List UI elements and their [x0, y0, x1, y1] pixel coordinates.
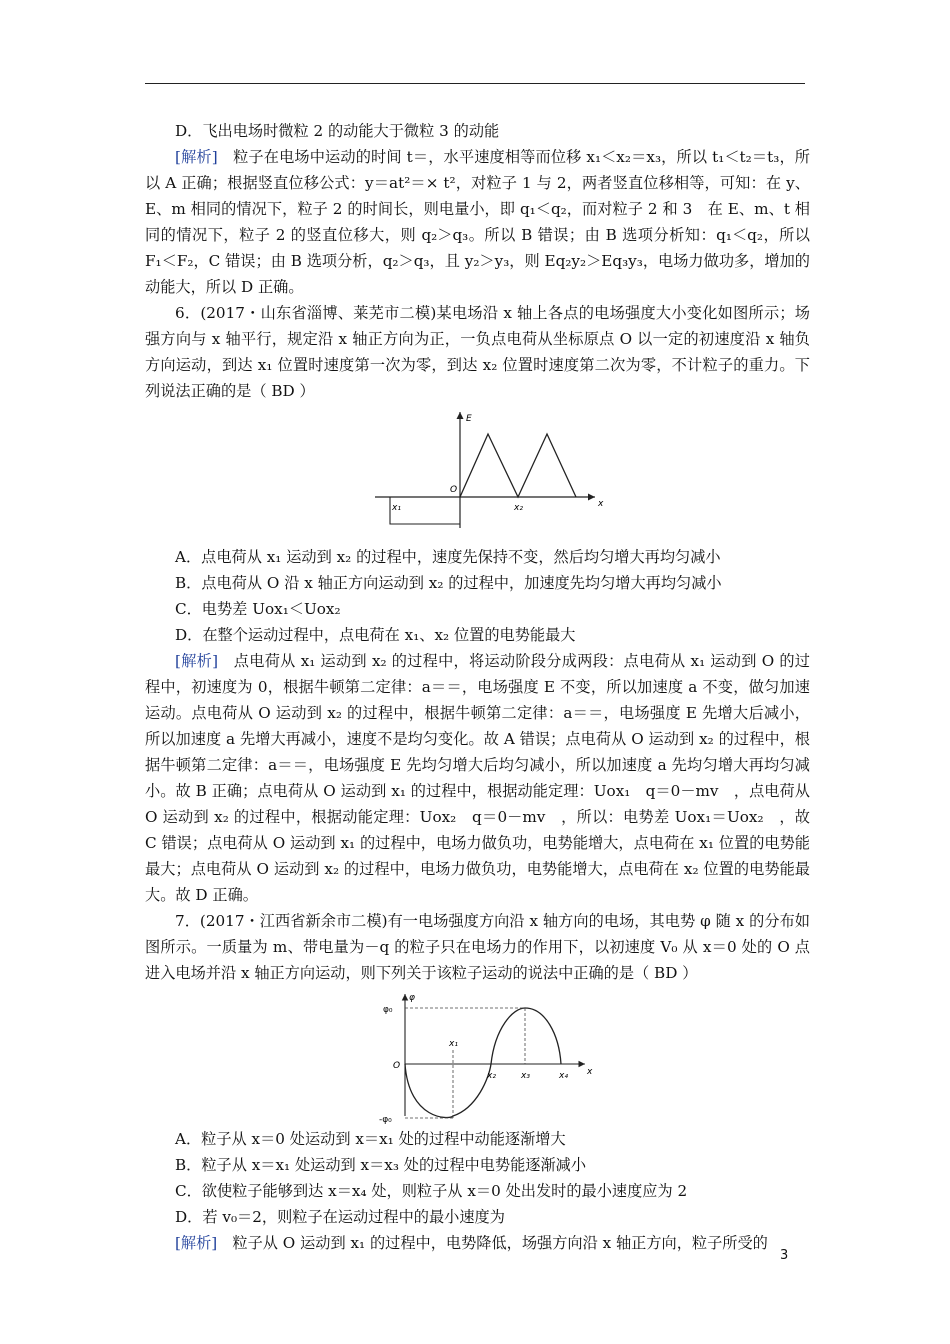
- q5-analysis-text: 粒子在电场中运动的时间 t＝，水平速度相等而位移 x₁＜x₂＝x₃，所以 t₁＜t₂＝t₃，所以 A 正确；根据竖直位移公式：y＝at²＝× t²，对粒子 1 与 2，两者竖直位移相等，可知：在 y、E、m 相同的情况下，粒子 2 的时间长，则电量小，即 q₁＜q₂，而对粒子 2 和 3 在 E、m、t 相同的情况下，粒子 2 的竖直位移大，则 q₂＞q₃。所以 B 错误；由 B 选项分析知：q₁＜q₂，所以 F₁＜F₂，C 错误；由 B 选项分析，q₂＞q₃，且 y₂＞y₃，则 Eq₂y₂＞Eq₃y₃，电场力做功多，增加的动能大，所以 D 正确。: [145, 148, 810, 296]
- x3-label: x₃: [521, 1071, 530, 1081]
- q6-stem: 6．(2017・山东省淄博、莱芜市二模)某电场沿 x 轴上各点的电场强度大小变化如图所示；场强方向与 x 轴平行，规定沿 x 轴正方向为正，一负点电荷从坐标原点 O 以一定的初速度沿 x 轴负方向运动，到达 x₁ 位置时速度第一次为零，到达 x₂ 位置时速度第二次为零，不计粒子的重力。下列说法正确的是（ BD ）: [145, 304, 810, 400]
- q6-figure: [145, 404, 810, 544]
- origin-label: O: [393, 1061, 401, 1071]
- y-label: E: [466, 414, 472, 424]
- q6-analysis: [145, 648, 810, 908]
- neg-phi0-label: -φ₀: [379, 1115, 392, 1125]
- analysis-tag: [解析]: [175, 1234, 218, 1252]
- phi0-label: φ₀: [383, 1005, 393, 1015]
- q7-phi-graph: [377, 988, 607, 1128]
- x2-label: x₂: [487, 1071, 496, 1081]
- q7-stem: 7．(2017・江西省新余市二模)有一电场强度方向沿 x 轴方向的电场，其电势 φ 随 x 的分布如图所示。一质量为 m、带电量为－q 的粒子只在电场力的作用下，以初速度 V₀ 从 x＝0 处的 O 点进入电场并沿 x 轴正方向运动，则下列关于该粒子运动的说法中正确的是（ BD ）: [145, 912, 810, 982]
- q6-option-b: B．点电荷从 O 沿 x 轴正方向运动到 x₂ 的过程中，加速度先均匀增大再均匀减小: [175, 574, 722, 592]
- q7-analysis-text: 粒子从 O 运动到 x₁ 的过程中，电势降低，场强方向沿 x 轴正方向，粒子所受的: [232, 1234, 768, 1252]
- q7-analysis: [145, 1230, 810, 1256]
- q6-option-c: C．电势差 Uox₁＜Uox₂: [175, 600, 341, 618]
- analysis-tag: [解析]: [175, 148, 218, 166]
- q7-option-b: B．粒子从 x＝x₁ 处运动到 x＝x₃ 处的过程中电势能逐渐减小: [175, 1156, 587, 1174]
- phi-curve: [405, 1008, 561, 1118]
- page-content: [145, 118, 810, 1256]
- q7-option-d: D．若 v₀＝2，则粒子在运动过程中的最小速度为: [175, 1208, 505, 1226]
- x1-label: x₁: [392, 503, 401, 513]
- page-number: 3: [780, 1248, 789, 1263]
- x-label: x: [598, 499, 604, 509]
- origin-label: O: [450, 485, 458, 495]
- x-label: x: [587, 1067, 593, 1077]
- y-label: φ: [409, 993, 415, 1003]
- x1-label: x₁: [449, 1039, 458, 1049]
- q7-option-c: C．欲使粒子能够到达 x＝x₄ 处，则粒子从 x＝0 处出发时的最小速度应为 2: [175, 1182, 688, 1200]
- x4-label: x₄: [559, 1071, 568, 1081]
- q7-figure: [145, 986, 810, 1126]
- q6-analysis-text: 点电荷从 x₁ 运动到 x₂ 的过程中，将运动阶段分成两段：点电荷从 x₁ 运动到 O 的过程中，初速度为 0，根据牛顿第二定律：a＝＝，电场强度 E 不变，所以加速度 a 不变，做匀加速运动。点电荷从 O 运动到 x₂ 的过程中，根据牛顿第二定律：a＝＝，电场强度 E 先增大后减小，所以加速度 a 先增大再减小，速度不是均匀变化。故 A 错误；点电荷从 O 运动到 x₂ 的过程中，根据牛顿第二定律：a＝＝，电场强度 E 先均匀增大后均匀减小，所以加速度 a 先均匀增大再均匀减小。故 B 正确；点电荷从 O 运动到 x₁ 的过程中，根据动能定理：Uox₁ q＝0－mv ，点电荷从 O 运动到 x₂ 的过程中，根据动能定理：Uox₂ q＝0－mv ，所以：电势差 Uox₁＝Uox₂ ，故 C 错误；点电荷从 O 运动到 x₁ 的过程中，电场力做负功，电势能增大，点电荷在 x₁ 位置的电势能最大；点电荷从 O 运动到 x₂ 的过程中，电场力做负功，电势能增大，点电荷在 x₂ 位置的电势能最大。故 D 正确。: [145, 652, 810, 904]
- q6-option-d: D．在整个运动过程中，点电荷在 x₁、x₂ 位置的电势能最大: [175, 626, 576, 644]
- e-curve: [460, 434, 576, 497]
- header-rule: [145, 83, 805, 84]
- x2-label: x₂: [514, 503, 523, 513]
- q6-e-graph: [370, 406, 670, 546]
- q5-option-d: D．飞出电场时微粒 2 的动能大于微粒 3 的动能: [175, 122, 500, 140]
- q7-option-a: A．粒子从 x＝0 处运动到 x＝x₁ 处的过程中动能逐渐增大: [175, 1130, 566, 1148]
- q5-analysis: [145, 144, 810, 300]
- q6-option-a: A．点电荷从 x₁ 运动到 x₂ 的过程中，速度先保持不变，然后均匀增大再均匀减小: [175, 548, 721, 566]
- analysis-tag: [解析]: [175, 652, 219, 670]
